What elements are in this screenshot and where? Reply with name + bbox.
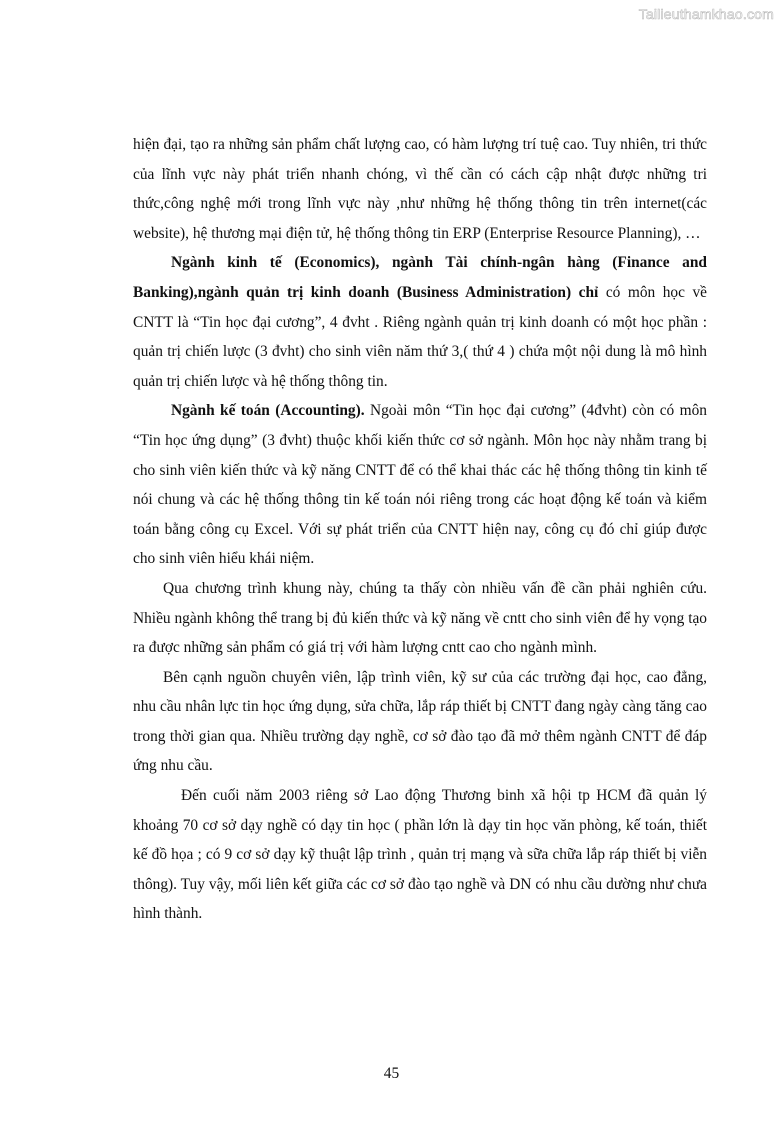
document-body [133, 130, 707, 929]
paragraph-text: Đến cuối năm 2003 riêng sở Lao động Thương binh xã hội tp HCM đã quản lý khoảng 70 cơ sở dạy nghề có dạy tin học ( phần lớn là dạy tin học văn phòng, kế toán, thiết kế đồ họa ; có 9 cơ sở dạy kỹ thuật lập trình , quản trị mạng và sữa chữa lắp ráp thiết bị viễn thông). Tuy vậy, mối liên kết giữa các cơ sở đào tạo nghề và DN có nhu cầu dường như chưa hình thành. [133, 787, 707, 923]
paragraph-accounting [133, 396, 707, 574]
paragraph-framework [133, 574, 707, 663]
paragraph-hcm-2003 [133, 781, 707, 929]
paragraph-text: Qua chương trình khung này, chúng ta thấy còn nhiều vấn đề cần phải nghiên cứu. Nhiều ngành không thể trang bị đủ kiến thức và kỹ năng về cntt cho sinh viên để hy vọng tạo ra được những sản phẩm có giá trị với hàm lượng cntt cao cho ngành mình. [133, 579, 707, 657]
watermark: Tailieuthamkhao.com [638, 6, 774, 22]
paragraph-text: Bên cạnh nguồn chuyên viên, lập trình viên, kỹ sư của các trường đại học, cao đẳng, nhu cầu nhân lực tin học ứng dụng, sửa chữa, lắp ráp thiết bị CNTT đang ngày càng tăng cao trong thời gian qua. Nhiều trường dạy nghề, cơ sở đào tạo đã mở thêm ngành CNTT để đáp ứng nhu cầu. [133, 668, 707, 775]
paragraph-intro-continuation [133, 130, 707, 248]
paragraph-economics [133, 248, 707, 396]
paragraph-lead: Ngành kinh tế (Economics), ngành Tài chính-ngân hàng (Finance and Banking),ngành quản trị kinh doanh (Business Administration) chỉ [133, 254, 707, 301]
page-number: 45 [383, 1065, 400, 1082]
paragraph-lead: Ngành kế toán (Accounting). [171, 402, 365, 420]
paragraph-workforce [133, 663, 707, 781]
paragraph-text: có môn học về CNTT là “Tin học đại cương”, 4 đvht . Riêng ngành quản trị kinh doanh có một học phần : quản trị chiến lược (3 đvht) cho sinh viên năm thứ 3,( thứ 4 ) chứa một nội dung là mô hình quản trị chiến lược và hệ thống thông tin. [133, 283, 707, 390]
paragraph-text: hiện đại, tạo ra những sản phẩm chất lượng cao, có hàm lượng trí tuệ cao. Tuy nhiên, tri thức của lĩnh vực này phát triển nhanh chóng, vì thế cần có cách cập nhật được những tri thức,công nghệ mới trong lĩnh vực này ,như những hệ thống thông tin trên internet(các website), hệ thương mại điện tử, hệ thống thông tin ERP (Enterprise Resource Planning), … [133, 136, 707, 242]
paragraph-text: Ngoài môn “Tin học đại cương” (4đvht) còn có môn “Tin học ứng dụng” (3 đvht) thuộc khối kiến thức cơ sở ngành. Môn học này nhằm trang bị cho sinh viên kiến thức và kỹ năng CNTT để có thể khai thác các hệ thống thông tin kinh tế nói chung và các hệ thống thông tin kế toán nói riêng trong các hoạt động kế toán và kiểm toán bằng công cụ Excel. Với sự phát triển của CNTT hiện nay, công cụ đó chỉ giúp được cho sinh viên hiểu khái niệm. [133, 402, 707, 568]
